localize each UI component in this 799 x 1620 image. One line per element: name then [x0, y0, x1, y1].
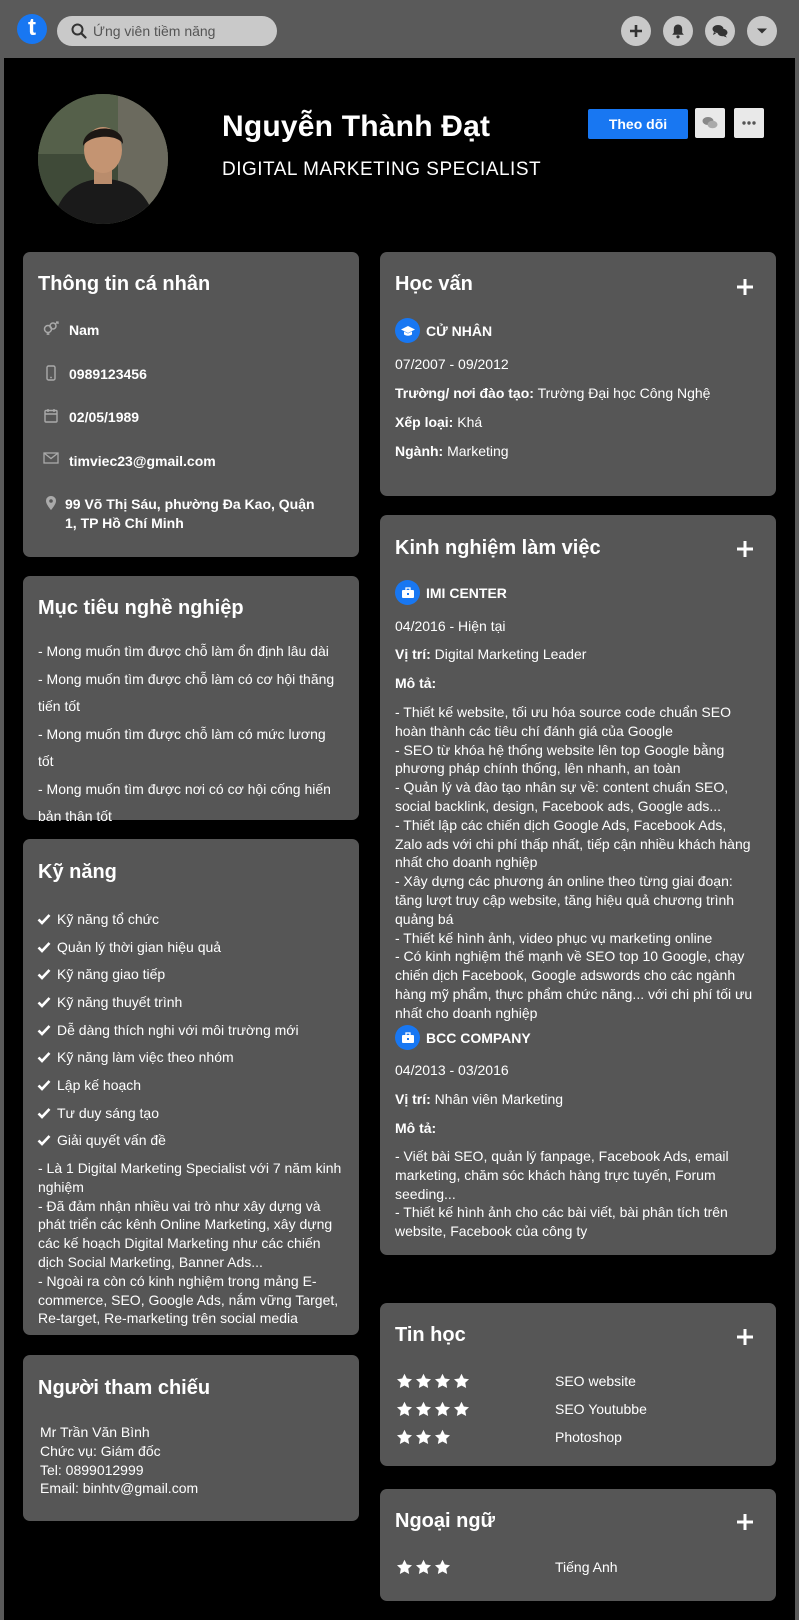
star-icon	[395, 1559, 414, 1575]
star-rating	[395, 1559, 555, 1575]
plus-icon	[629, 24, 643, 38]
star-icon	[452, 1373, 471, 1389]
star-icon	[414, 1373, 433, 1389]
profile-name: Nguyễn Thành Đạt	[222, 110, 491, 143]
briefcase-icon	[401, 1032, 415, 1044]
search-icon	[71, 23, 87, 39]
search-input[interactable]	[93, 20, 269, 42]
list-item: Kỹ năng tổ chức	[37, 905, 299, 933]
gender-icon	[42, 321, 60, 335]
list-item: Kỹ năng làm việc theo nhóm	[37, 1043, 299, 1071]
job-description-label: Mô tả:	[395, 675, 437, 691]
company-header	[395, 1025, 531, 1050]
top-navigation-bar	[0, 0, 799, 58]
job-period: 04/2016 - Hiện tại	[395, 618, 506, 634]
skill-rating-row	[395, 1401, 647, 1417]
chevron-down-icon	[756, 27, 768, 35]
education-major: Ngành: Marketing	[395, 443, 509, 459]
company-header	[395, 580, 507, 605]
skills-list	[37, 905, 299, 1154]
messages-button[interactable]	[705, 16, 735, 46]
star-icon	[433, 1559, 452, 1575]
plus-icon[interactable]	[736, 1513, 754, 1531]
career-goals-text: - Mong muốn tìm được chỗ làm ổn định lâu dài - Mong muốn tìm được chỗ làm có cơ hội thăng tiến tốt - Mong muốn tìm được chỗ làm có mức lương tốt - Mong muốn tìm được nơi có cơ hội cống hiến bản thân tốt	[38, 643, 335, 824]
list-item: Lập kế hoạch	[37, 1071, 299, 1099]
account-menu-button[interactable]	[747, 16, 777, 46]
address-row	[41, 495, 331, 533]
company-name: BCC COMPANY	[426, 1029, 531, 1046]
calendar-icon	[44, 408, 58, 423]
job-position: Vị trí: Nhân viên Marketing	[395, 1091, 564, 1107]
plus-icon[interactable]	[736, 278, 754, 296]
list-item: Giải quyết vấn đề	[37, 1127, 299, 1155]
star-rating	[395, 1373, 555, 1389]
language-rating-row	[395, 1559, 618, 1575]
check-icon	[37, 1078, 51, 1092]
star-icon	[414, 1429, 433, 1445]
list-item: Kỹ năng giao tiếp	[37, 960, 299, 988]
notifications-button[interactable]	[663, 16, 693, 46]
card-heading: Người tham chiếu	[38, 1377, 211, 1399]
star-icon	[433, 1401, 452, 1417]
check-icon	[37, 940, 51, 954]
avatar-photo	[38, 94, 168, 224]
check-icon	[37, 1050, 51, 1064]
star-icon	[452, 1401, 471, 1417]
experience-card	[380, 515, 776, 1255]
follow-button[interactable]: Theo dõi	[588, 109, 688, 139]
check-icon	[37, 1106, 51, 1120]
graduation-cap-icon	[400, 325, 416, 337]
list-item: Tư duy sáng tạo	[37, 1099, 299, 1127]
message-button[interactable]	[695, 108, 725, 138]
gender-row	[41, 321, 99, 340]
check-icon	[37, 1023, 51, 1037]
list-item: Kỹ năng thuyết trình	[37, 988, 299, 1016]
languages-card	[380, 1489, 776, 1601]
card-heading: Học vấn	[395, 273, 473, 295]
briefcase-icon	[401, 587, 415, 599]
phone-row	[41, 365, 147, 384]
birthday-row	[41, 408, 139, 427]
card-heading: Kỹ năng	[38, 861, 117, 883]
star-icon	[433, 1373, 452, 1389]
personal-info-card	[23, 252, 359, 557]
language-name: Tiếng Anh	[555, 1559, 618, 1575]
star-rating	[395, 1429, 555, 1445]
star-icon	[433, 1429, 452, 1445]
skill-rating-row	[395, 1429, 622, 1445]
bell-icon	[671, 23, 685, 39]
education-card	[380, 252, 776, 496]
career-goals-card	[23, 576, 359, 824]
skill-name: SEO website	[555, 1373, 636, 1389]
location-pin-icon	[45, 495, 57, 511]
card-heading: Thông tin cá nhân	[38, 273, 211, 295]
card-heading: Tin học	[395, 1324, 466, 1346]
it-skills-card	[380, 1303, 776, 1466]
gender-value: Nam	[69, 322, 100, 338]
star-icon	[395, 1373, 414, 1389]
company-name: IMI CENTER	[426, 584, 507, 601]
star-icon	[414, 1401, 433, 1417]
job-description: - Thiết kế website, tối ưu hóa source code chuẩn SEO hoàn thành các tiêu chí đánh giá của Google - SEO từ khóa hệ thống website lên top Google bằng phương pháp chính thống, lên nhanh, an toàn - Quản lý và đào tạo nhân sự về: content chuẩn SEO, social backlink, design, Facebook ads, Google ads... - Thiết lập các chiến dịch Google Ads, Facebook Ads, Zalo ads với chi phí thấp nhất, tiếp cận nhiều khách hàng nhất cho doanh nghiệp - Xây dựng các phương án online theo từng giai đoạn: tăng lượt truy cập website, tăng hiệu quả chương trình quảng bá - Thiết kế hình ảnh, video phục vụ marketing online - Có kinh nghiệm thế mạnh về SEO top 10 Google, chạy chiến dịch Facebook, Google adswords cho các ngành hàng mỹ phẩm, thực phẩm chức năng... với chi phí tối ưu nhất cho doanh nghiệp	[395, 704, 753, 1021]
mail-icon	[43, 452, 59, 464]
skill-name: Photoshop	[555, 1429, 622, 1445]
card-heading: Mục tiêu nghề nghiệp	[38, 597, 244, 619]
star-rating	[395, 1401, 555, 1417]
skills-description: - Là 1 Digital Marketing Specialist với 7 năm kinh nghiệm - Đã đảm nhận nhiều vai trò như xây dựng và phát triển các kênh Online Marketing, xây dựng các kế hoạch Digital Marketing như các chiến dịch Social Marketing, Banner Ads... - Ngoài ra còn có kinh nghiệm trong mảng E-commerce, SEO, Google Ads, nắm vững Target, Re-target, Re-marketing trên social media	[38, 1160, 342, 1327]
degree-label: CỬ NHÂN	[426, 322, 493, 339]
education-school: Trường/ nơi đào tạo: Trường Đại học Công Nghệ	[395, 385, 711, 401]
check-icon	[37, 1133, 51, 1147]
list-item: Quản lý thời gian hiệu quả	[37, 933, 299, 961]
create-button[interactable]	[621, 16, 651, 46]
profile-title: DIGITAL MARKETING SPECIALIST	[222, 159, 542, 180]
skills-card	[23, 839, 359, 1335]
degree-header	[395, 318, 492, 343]
job-period: 04/2013 - 03/2016	[395, 1062, 509, 1078]
avatar[interactable]	[38, 94, 168, 224]
job-description: - Viết bài SEO, quản lý fanpage, Facebook Ads, email marketing, chăm sóc khách hàng trực tuyến, Forum seeding... - Thiết kế hình ảnh cho các bài viết, bài phân tích trên website, Facebook của công ty	[395, 1148, 729, 1240]
chat-icon	[712, 24, 728, 38]
more-options-button[interactable]	[734, 108, 764, 138]
plus-icon[interactable]	[736, 1328, 754, 1346]
chat-icon	[702, 116, 718, 130]
reference-card	[23, 1355, 359, 1521]
search-box[interactable]	[57, 16, 277, 46]
job-description-label: Mô tả:	[395, 1120, 437, 1136]
phone-value[interactable]: 0989123456	[69, 366, 147, 382]
profile-page	[4, 58, 795, 1620]
card-heading: Kinh nghiệm làm việc	[395, 537, 601, 559]
check-icon	[37, 995, 51, 1009]
education-rank: Xếp loại: Khá	[395, 414, 483, 430]
star-icon	[395, 1401, 414, 1417]
job-position: Vị trí: Digital Marketing Leader	[395, 646, 587, 662]
check-icon	[37, 912, 51, 926]
list-item: Dễ dàng thích nghi với môi trường mới	[37, 1016, 299, 1044]
skill-name: SEO Youtubbe	[555, 1401, 647, 1417]
star-icon	[414, 1559, 433, 1575]
star-icon	[395, 1429, 414, 1445]
card-heading: Ngoại ngữ	[395, 1510, 496, 1532]
phone-icon	[46, 365, 56, 381]
address-value: 99 Võ Thị Sáu, phường Đa Kao, Quận 1, TP Hồ Chí Minh	[65, 496, 315, 531]
skill-rating-row	[395, 1373, 636, 1389]
more-icon	[742, 121, 756, 125]
logo-icon[interactable]: t	[17, 14, 47, 44]
check-icon	[37, 967, 51, 981]
plus-icon[interactable]	[736, 540, 754, 558]
birthday-value: 02/05/1989	[69, 409, 140, 425]
email-row	[41, 452, 216, 471]
education-period: 07/2007 - 09/2012	[395, 356, 509, 372]
email-value[interactable]: timviec23@gmail.com	[69, 453, 216, 469]
reference-text: Mr Trần Văn Bình Chức vụ: Giám đốc Tel: 0899012999 Email: binhtv@gmail.com	[40, 1424, 199, 1497]
